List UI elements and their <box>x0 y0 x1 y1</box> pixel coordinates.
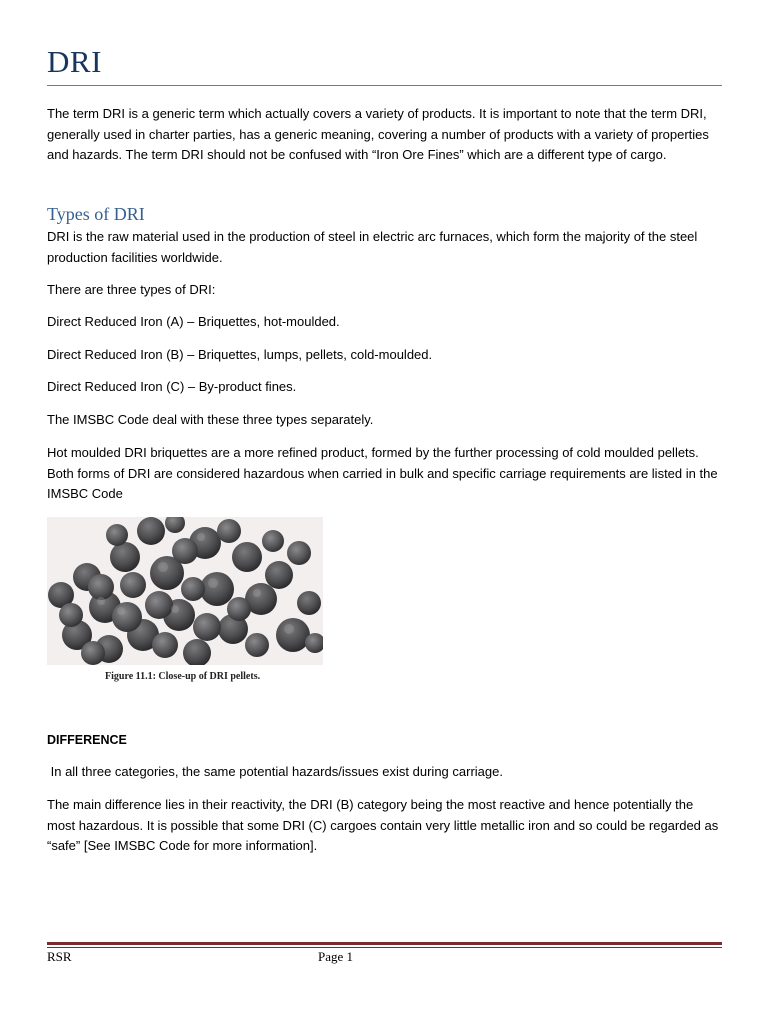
hot-moulded-paragraph: Hot moulded DRI briquettes are a more refined product, formed by the further processing of cold moulded pellets. Both forms of DRI are considered hazardous when carried in bulk and specific carriage requirements are listed in the IMSBC Code <box>47 445 718 501</box>
title-divider <box>47 85 722 86</box>
figure-caption: Figure 11.1: Close-up of DRI pellets. <box>105 671 261 682</box>
intro-paragraph: The term DRI is a generic term which actually covers a variety of products. It is important to note that the term DRI, generally used in charter parties, has a generic meaning, covering a number of products with a variety of properties and hazards. The term DRI should not be confused with “Iron Ore Fines” which are a different type of cargo. <box>47 106 709 162</box>
types-of-dri-heading: Types of DRI <box>47 204 145 224</box>
difference-heading: DIFFERENCE <box>47 733 127 747</box>
types-paragraph-three-types: There are three types of DRI: <box>47 282 216 297</box>
dri-pellets-photo <box>47 517 323 665</box>
type-a-item: Direct Reduced Iron (A) – Briquettes, hot-moulded. <box>47 314 340 329</box>
difference-paragraph-reactivity: The main difference lies in their reactivity, the DRI (B) category being the most reactive and hence potentially the most hazardous. It is possible that some DRI (C) cargoes contain very little metallic iron and so could be regarded as “safe” [See IMSBC Code for more information]. <box>47 797 719 853</box>
footer-author: RSR <box>47 949 72 964</box>
difference-paragraph-hazards: In all three categories, the same potential hazards/issues exist during carriage. <box>47 764 503 779</box>
types-paragraph-raw-material: DRI is the raw material used in the production of steel in electric arc furnaces, which form the majority of the steel production facilities worldwide. <box>47 229 698 265</box>
document-title: DRI <box>47 44 102 79</box>
footer-divider <box>47 942 722 945</box>
document-page <box>47 0 722 1024</box>
footer-divider-thin <box>47 947 722 948</box>
type-b-item: Direct Reduced Iron (B) – Briquettes, lumps, pellets, cold-moulded. <box>47 347 433 362</box>
type-c-item: Direct Reduced Iron (C) – By-product fines. <box>47 379 297 394</box>
page-number: Page 1 <box>318 949 354 964</box>
imsbc-paragraph: The IMSBC Code deal with these three types separately. <box>47 412 374 427</box>
